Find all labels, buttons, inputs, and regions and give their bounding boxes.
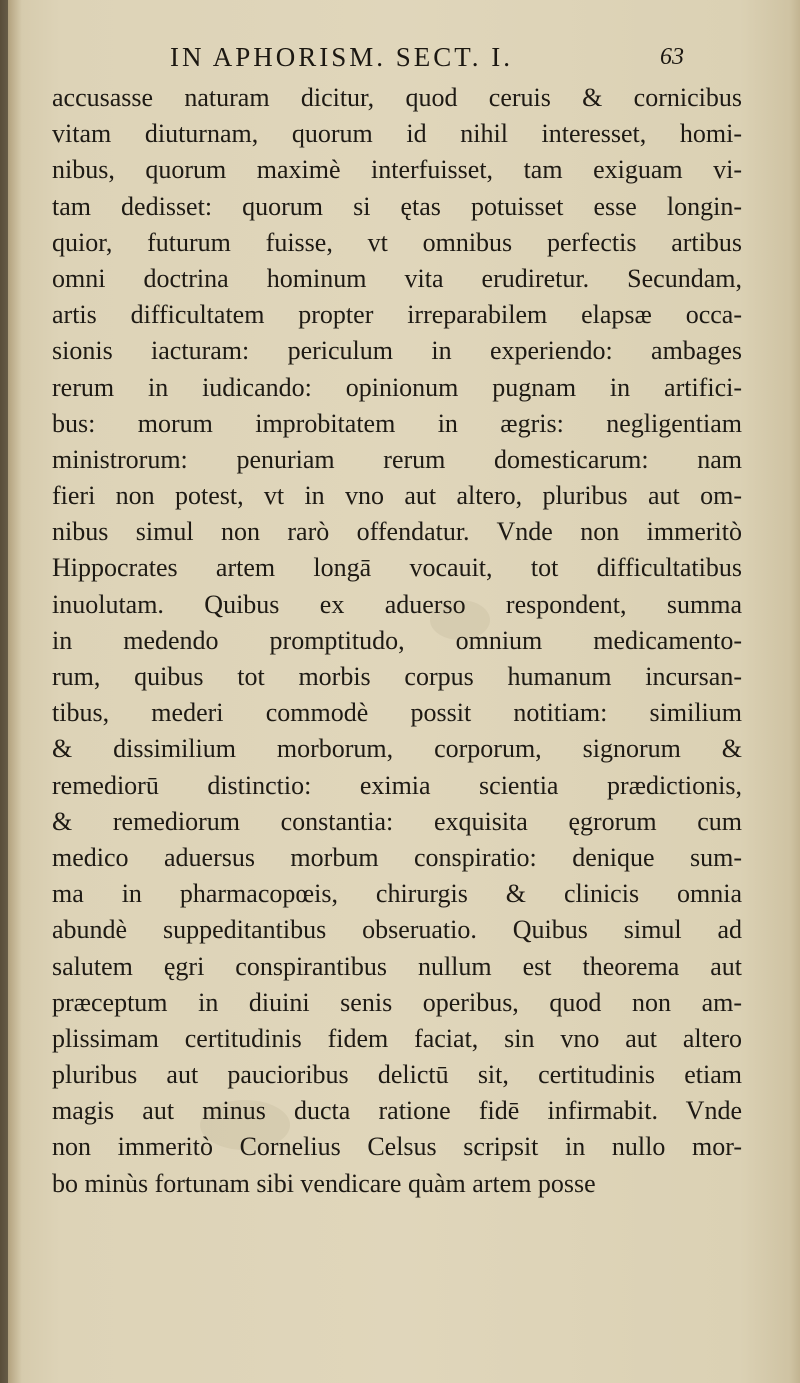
text-line: bus: morum improbitatem in ægris: negligentiam — [52, 408, 742, 438]
running-head: IN APHORISM. SECT. I. — [170, 42, 514, 72]
text-line: sionis iacturam: periculum in experiendo: ambages — [52, 336, 742, 366]
text-line: tam dedisset: quorum si ętas potuisset esse longin- — [52, 191, 742, 221]
text-line: non immeritò Cornelius Celsus scripsit in nullo mor- — [52, 1132, 742, 1162]
text-line: vitam diuturnam, quorum id nihil interesset, homi- — [52, 119, 742, 149]
text-line: salutem ęgri conspirantibus nullum est theorema aut — [52, 951, 742, 981]
text-line: magis aut minus ducta ratione fidē infirmabit. Vnde — [52, 1096, 742, 1126]
page-header — [170, 42, 690, 82]
text-line: artis difficultatem propter irreparabilem elapsæ occa- — [52, 300, 742, 330]
text-line: quior, futurum fuisse, vt omnibus perfectis artibus — [52, 227, 742, 257]
text-line: nibus simul non rarò offendatur. Vnde non immeritò — [52, 517, 742, 547]
body-text — [52, 80, 742, 1202]
text-line: inuolutam. Quibus ex aduerso respondent, summa — [52, 589, 742, 619]
text-line: tibus, mederi commodè possit notitiam: similium — [52, 698, 742, 728]
text-line: ministrorum: penuriam rerum domesticarum: nam — [52, 444, 742, 474]
text-line: rerum in iudicando: opinionum pugnam in artifici- — [52, 372, 742, 402]
text-line: abundè suppeditantibus obseruatio. Quibus simul ad — [52, 915, 742, 945]
text-line: remediorū distinctio: eximia scientia prædictionis, — [52, 770, 742, 800]
text-line: rum, quibus tot morbis corpus humanum incursan- — [52, 662, 742, 691]
page-number: 63 — [660, 44, 684, 70]
text-line: & remediorum constantia: exquisita ęgrorum cum — [52, 806, 742, 836]
text-line: & dissimilium morborum, corporum, signorum & — [52, 734, 742, 764]
text-line: fieri non potest, vt in vno aut altero, pluribus aut om- — [52, 481, 742, 511]
text-line: Hippocrates artem longā vocauit, tot difficultatibus — [52, 553, 742, 583]
text-line: omni doctrina hominum vita erudiretur. Secundam, — [52, 263, 742, 293]
text-line: plissimam certitudinis fidem faciat, sin vno aut altero — [52, 1023, 742, 1053]
text-line: pluribus aut paucioribus delictū sit, certitudinis etiam — [52, 1060, 742, 1090]
text-line: nibus, quorum maximè interfuisset, tam exiguam vi- — [52, 155, 742, 185]
text-line: præceptum in diuini senis operibus, quod non am- — [52, 987, 742, 1017]
text-line: ma in pharmacopœis, chirurgis & clinicis omnia — [52, 879, 742, 909]
text-line: bo minùs fortunam sibi vendicare quàm artem posse — [52, 1168, 596, 1198]
text-line: accusasse naturam dicitur, quod ceruis & cornicibus — [52, 83, 742, 112]
text-line: in medendo promptitudo, omnium medicamento- — [52, 625, 742, 655]
page-gutter-shadow — [0, 0, 8, 1383]
text-line: medico aduersus morbum conspiratio: denique sum- — [52, 842, 742, 872]
